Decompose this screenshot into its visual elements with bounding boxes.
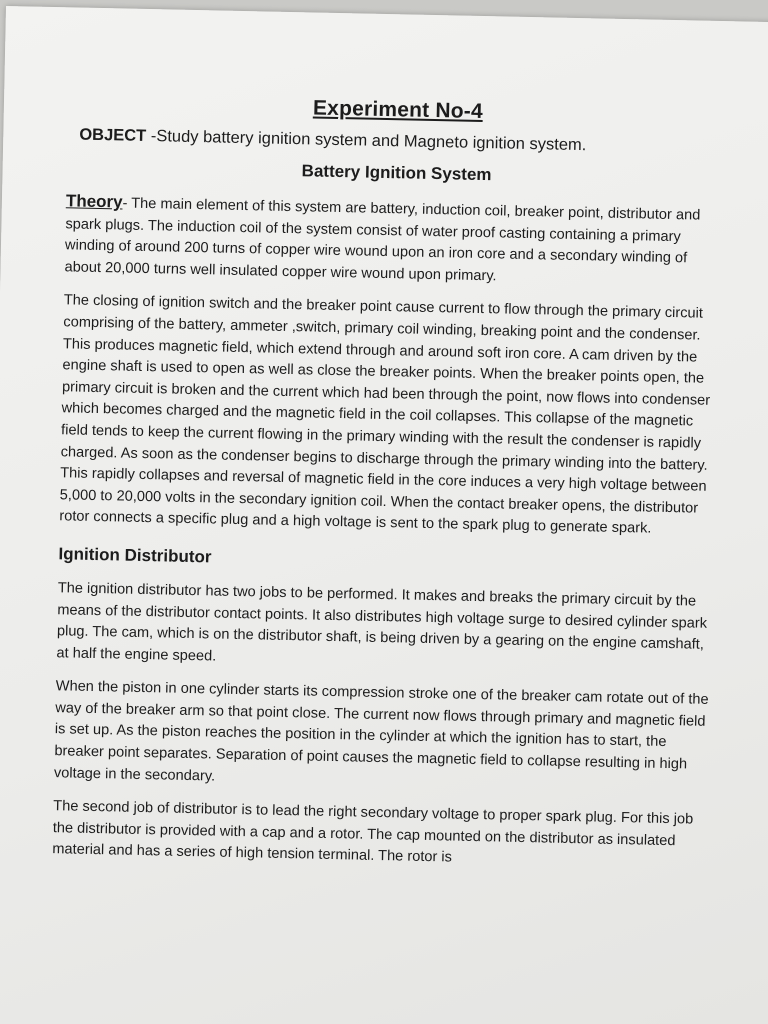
object-statement: [79, 126, 727, 159]
theory-paragraph: [64, 190, 726, 292]
distributor-jobs-paragraph: The ignition distributor has two jobs to be performed. It makes and breaks the primary circuit by the means of the distributor contact points. It also distributes high voltage surge to desired cylinder spark plug. The cam, which is on the distributor shaft, is being driven by a gearing on the engine camshaft, at half the engine speed.: [56, 580, 708, 665]
theory-label: Theory: [65, 191, 123, 212]
page-title: Experiment No-4: [312, 96, 484, 124]
piston-stroke-paragraph: When the piston in one cylinder starts its compression stroke one of the breaker cam rotate out of the way of the breaker arm so that point close. The current now flows through primary and magnetic field is set up. As the piston reaches the position in the cylinder at which the ignition has to start, the breaker point separates. Separation of point causes the magnetic field to collapse resulting in high voltage in the secondary.: [53, 678, 709, 785]
ignition-process-paragraph: The closing of ignition switch and the breaker point cause current to flow through the primary circuit comprising of the battery, ammeter ,switch, primary coil winding, breaking point and the condenser. This produces magnetic field, which extend through and around soft iron core. A cam driven by the engine shaft is used to open as well as close the breaker points. When the breaker points open, the primary circuit is broken and the current which had been through the point, now flows into condenser which becomes charged and the magnetic field in the coil collapses. This collapse of the magnetic field tends to keep the current flowing in the primary winding with the result the condenser is rapidly charged. As soon as the condenser begins to discharge through the primary winding into the battery. This rapidly collapses and reversal of magnetic field in the core induces a very high voltage between 5,000 to 20,000 volts in the secondary ignition coil. When the contact breaker opens, the distributor rotor connects a specific plug and a high voltage is sent to the spark plug to generate spark.: [59, 292, 711, 537]
object-text: -Study battery ignition system and Magneto ignition system.: [146, 126, 587, 155]
second-job-paragraph: The second job of distributor is to lead the right secondary voltage to proper spark plug. For this job the distributor is provided with a cap and a rotor. The cap mounted on the distributor as insulated material and has a series of high tension terminal. The rotor is: [52, 798, 694, 866]
object-label: OBJECT: [79, 125, 147, 145]
section-subtitle: Battery Ignition System: [301, 161, 492, 185]
section-heading: Ignition Distributor: [58, 544, 212, 567]
theory-text: - The main element of this system are battery, induction coil, breaker point, distributor and spark plugs. The induction coil of the system consist of water proof casting containing a primary winding of around 200 turns of copper wire wound upon an iron core and a secondary winding of about 20,000 turns well insulated copper wire wound upon primary.: [64, 195, 701, 285]
paper-sheet: [0, 6, 768, 1024]
page-content: [52, 85, 728, 887]
